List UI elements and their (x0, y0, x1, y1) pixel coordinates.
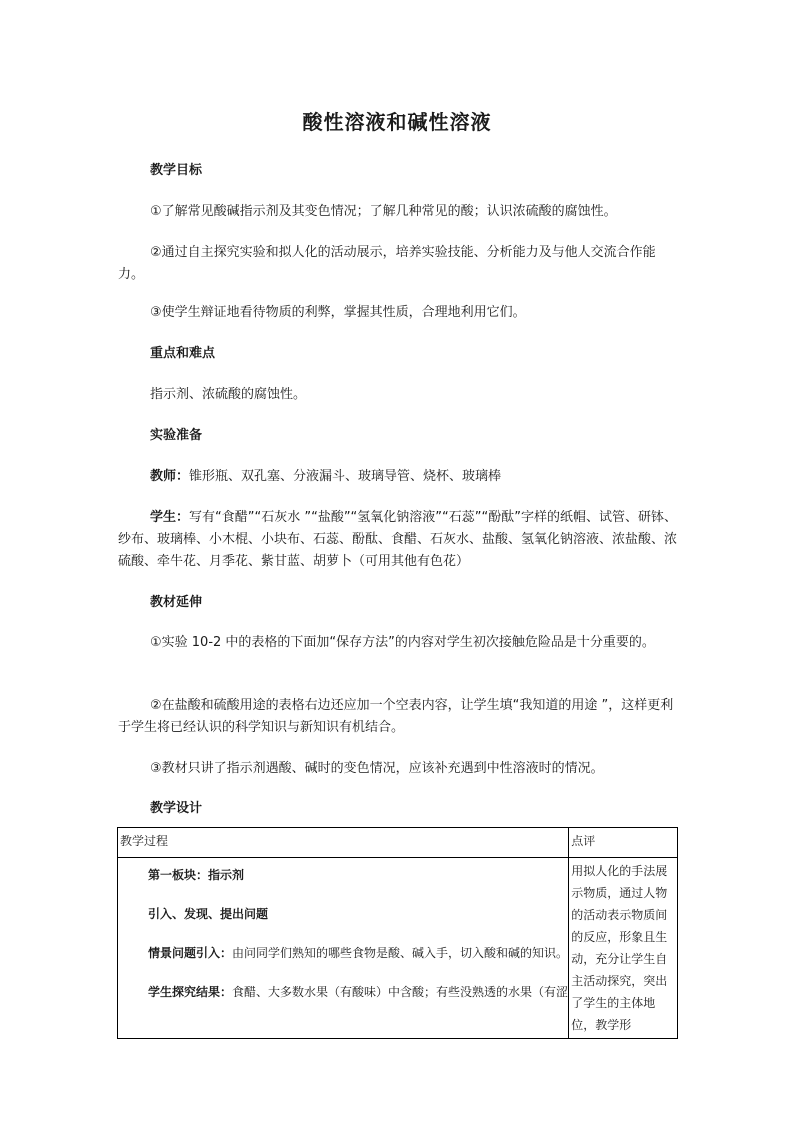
header-process-cell (118, 828, 569, 858)
page-title: 酸性溶液和碱性溶液 (302, 110, 492, 134)
teacher-label: 教师： (150, 469, 190, 484)
result-line (148, 983, 568, 1000)
design-table (117, 827, 678, 1039)
ext-2-text: ②在盐酸和硫酸用途的表格右边还应加一个空表内容，让学生填“我知道的用途 ”，这样更利于学生将已经认识的科学知识与新知识有机结合。 (118, 698, 674, 735)
goal-3: ③使学生辩证地看待物质的利弊，掌握其性质，合理地利用它们。 (150, 305, 526, 320)
student-text: 写有“食醋”“石灰水 ”“盐酸”“氢氧化钠溶液”“石蕊”“酚酞”字样的纸帽、试管、研钵、纱布、玻璃棒、小木棍、小块布、石蕊、酚酞、食醋、石灰水、盐酸、氢氧化钠溶液、浓盐酸、浓硫酸、牵牛花、月季花、紫甘蓝、胡萝卜（可用其他有色花） (118, 510, 678, 569)
header-comment: 点评 (571, 834, 596, 848)
comment-cell (569, 858, 678, 1039)
table-header-row (118, 828, 678, 858)
scene-text: 由问同学们熟知的哪些食物是酸、碱入手，切入酸和碱的知识。 (232, 946, 569, 960)
teacher-line (150, 466, 501, 488)
student-paragraph (118, 507, 678, 573)
goal-2-text: ②通过自主探究实验和拟人化的活动展示，培养实验技能、分析能力及与他人交流合作能力。 (118, 245, 656, 282)
block-title: 第一板块：指示剂 (148, 868, 245, 882)
header-process: 教学过程 (120, 834, 169, 848)
key-heading: 重点和难点 (150, 346, 216, 361)
ext-1-text: ①实验 10-2 中的表格的下面加“保存方法”的内容对学生初次接触危险品是十分重要的。 (150, 635, 655, 650)
prep-heading: 实验准备 (150, 428, 203, 443)
teacher-text: 锥形瓶、双孔塞、分液漏斗、玻璃导管、烧杯、玻璃棒 (189, 469, 502, 484)
scene-label: 情景问题引入： (148, 946, 233, 960)
goal-1: ①了解常见酸碱指示剂及其变色情况；了解几种常见的酸；认识浓硫酸的腐蚀性。 (150, 204, 617, 219)
header-comment-cell (569, 828, 678, 858)
comment-text: 用拟人化的手法展示物质，通过人物的活动表示物质间的反应，形象且生动，充分让学生自主活动探究，突出了学生的主体地位，教学形 (571, 864, 668, 1032)
result-label: 学生探究结果： (148, 985, 233, 999)
scene-line (148, 944, 568, 961)
ext-3: ③教材只讲了指示剂遇酸、碱时的变色情况，应该补充遇到中性溶液时的情况。 (150, 761, 604, 776)
table-row (118, 858, 678, 1039)
goal-2 (118, 242, 678, 286)
result-text: 食醋、大多数水果（有酸味）中含酸；有些没熟透的水果（有涩 (232, 985, 569, 999)
design-heading: 教学设计 (150, 801, 203, 816)
student-label: 学生： (150, 510, 190, 525)
step-1: 引入、发现、提出问题 (148, 907, 269, 921)
goals-heading: 教学目标 (150, 163, 203, 178)
ext-2 (118, 695, 678, 739)
ext-heading: 教材延伸 (150, 595, 203, 610)
process-cell (118, 858, 569, 1039)
ext-1 (118, 632, 678, 654)
key-text: 指示剂、浓硫酸的腐蚀性。 (150, 387, 307, 402)
